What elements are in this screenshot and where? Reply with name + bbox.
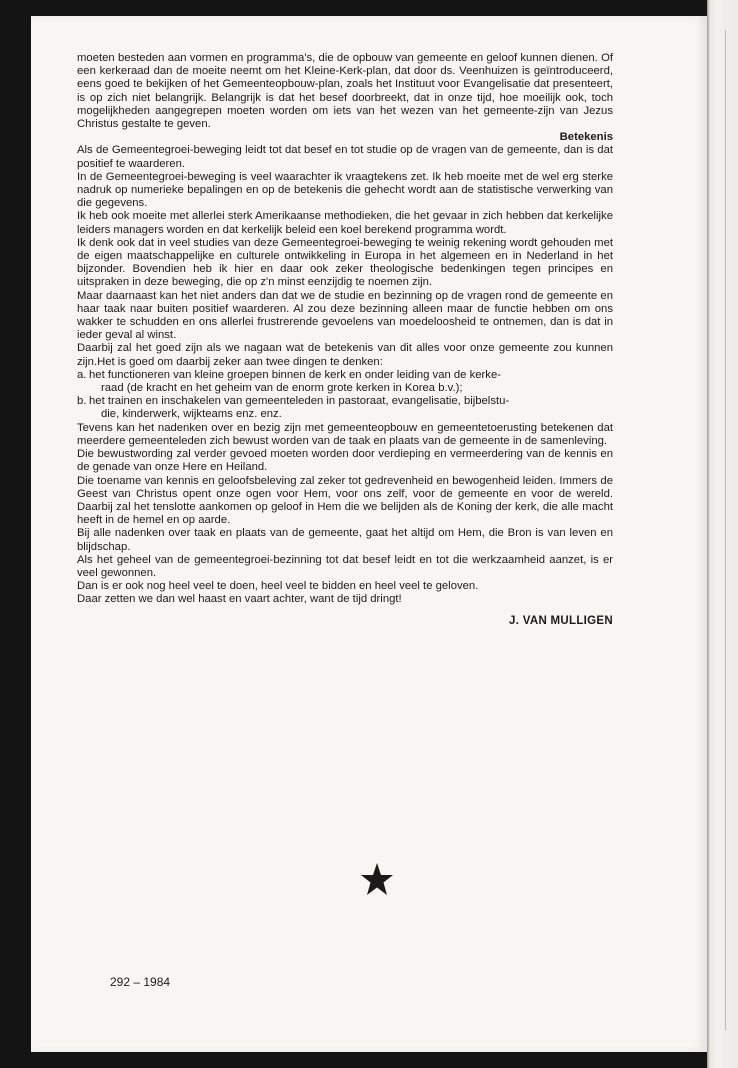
list-item-line: die, kinderwerk, wijkteams enz. enz. [101,408,282,421]
paragraph: In de Gemeentegroei-beweging is veel waarachter ik vraagtekens zet. Ik heb moeite met de wel erg sterke nadruk op numerieke bepalingen en op de betekenis die gehecht wordt aan de statistische verwerking van die gegevens. [77,170,613,210]
paragraph: Maar daarnaast kan het niet anders dan dat we de studie en bezinning op de vragen rond de gemeente en haar taak naar buiten positief waarderen. Al zou deze bezinning alleen maar de functie hebben om ons wakker te schudden en ons allerlei frustrerende gevoelens van moedeloosheid te ontnemen, dan is dat in ieder geval al winst. [77,289,613,342]
paragraph: Daar zetten we dan wel haast en vaart achter, want de tijd dringt! [77,593,402,606]
page-footer: 292 – 1984 [110,975,171,989]
paragraph: Daarbij zal het goed zijn als we nagaan wat de betekenis van dit alles voor onze gemeente zou kunnen zijn.Het is goed om daarbij zeker aan twee dingen te denken: [77,342,613,368]
page-edge [707,0,738,1068]
list-marker: a. [77,368,87,381]
list-item [77,369,613,395]
paragraph: Die bewustwording zal verder gevoed moeten worden door verdieping en vermeerdering van de kennis en de genade van onze Here en Heiland. [77,448,613,474]
star-icon [360,862,394,896]
article-text [77,52,613,628]
list-item-line: het trainen en inschakelen van gemeenteleden in pastoraat, evangelisatie, bijbelstu- [89,395,510,408]
list-item-line: raad (de kracht en het geheim van de enorm grote kerken in Korea b.v.); [101,382,463,395]
author-signature: J. VAN MULLIGEN [509,614,613,627]
paragraph: Als de Gemeentegroei-beweging leidt tot dat besef en tot studie op de vragen van de gemeente, dan is dat positief te waarderen. [77,144,613,170]
paragraph: Bij alle nadenken over taak en plaats van de gemeente, gaat het altijd om Hem, die Bron is van leven en blijdschap. [77,527,613,553]
paragraph: Als het geheel van de gemeentegroei-bezinning tot dat besef leidt en tot die werkzaamheid aanzet, is er veel gewonnen. [77,553,613,579]
list-item-line: het functioneren van kleine groepen binnen de kerk en onder leiding van de kerke- [89,368,501,381]
paragraph: Die toename van kennis en geloofsbeleving zal zeker tot gedrevenheid en bewogenheid leiden. Immers de Geest van Christus opent onze ogen voor Hem, voor ons zelf, voor de gemeente en voor de wereld. Daarbij zal het tenslotte aankomen op geloof in Hem die we belijden als de Koning der kerk, die alle macht heeft in de hemel en op aarde. [77,474,613,527]
intro-paragraph: moeten besteden aan vormen en programma's, die de opbouw van gemeente en geloof kunnen dienen. Of een kerkeraad dan de moeite neemt om het Kleine-Kerk-plan, dat door ds. Veenhuizen is geïntroduceerd, eens goed te bekijken of het Gemeenteopbouw-plan, zoals het Instituut voor Evangelisatie dat presenteert, is op zich niet belangrijk. Belangrijk is dat het besef doorbreekt, dat in onze tijd, hoe moeilijk ook, toch mogelijkheden aangegrepen moeten worden om iets van het wezen van het gemeente-zijn van Jezus Christus gestalte te geven. [77,52,613,131]
paragraph: Dan is er ook nog heel veel te doen, heel veel te bidden en heel veel te geloven. [77,580,479,593]
paragraph: Tevens kan het nadenken over en bezig zijn met gemeenteopbouw en gemeentetoerusting betekenen dat meerdere gemeenteleden zich bewust worden van de taak en plaats van de gemeente in de samenleving. [77,421,613,447]
list-marker: b. [77,395,87,408]
list-item [77,395,613,421]
section-heading: Betekenis [559,131,613,144]
paragraph: Ik heb ook moeite met allerlei sterk Amerikaanse methodieken, die het gevaar in zich hebben dat kerkelijke leiders managers worden en dat kerkelijk beleid een koel berekend programma wordt. [77,210,613,236]
paragraph: Ik denk ook dat in veel studies van deze Gemeentegroei-beweging te weinig rekening wordt gehouden met de eigen maatschappelijke en culturele ontwikkeling in Europa in het algemeen en in Nederland in het bijzonder. Bovendien heb ik hier en daar ook zeker theologische bedenkingen tegen principes en uitspraken in deze beweging, die op z'n minst eenzijdig te noemen zijn. [77,236,613,289]
